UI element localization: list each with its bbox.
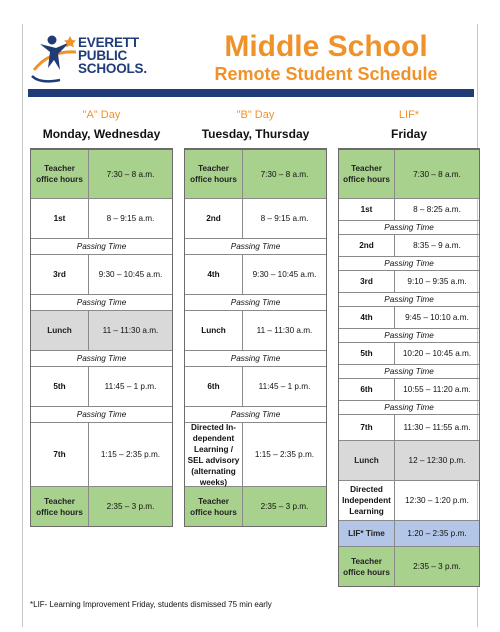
period-row xyxy=(31,198,172,238)
passing-time-row xyxy=(31,238,172,254)
period-time: 1:20 – 2:35 p.m. xyxy=(407,529,467,538)
passing-time-row xyxy=(31,406,172,422)
schedule-column-lif xyxy=(338,108,480,587)
period-time: 9:45 – 10:10 a.m. xyxy=(405,313,469,322)
period-time: 11:45 – 1 p.m. xyxy=(104,382,157,391)
period-label: Lunch xyxy=(185,311,243,350)
period-time: 2:35 – 3 p.m. xyxy=(260,502,309,511)
period-time: 9:10 – 9:35 a.m. xyxy=(407,277,467,286)
schedule-table xyxy=(30,148,173,527)
passing-time-label: Passing Time xyxy=(384,403,434,412)
period-time: 8 – 8:25 a.m. xyxy=(413,205,461,214)
period-time: 9:30 – 10:45 a.m. xyxy=(252,270,317,279)
passing-time-row xyxy=(339,220,479,234)
period-time: 2:35 – 3 p.m. xyxy=(413,562,461,571)
logo-wordmark xyxy=(78,36,147,75)
passing-time-row xyxy=(339,400,479,414)
period-time: 1:15 – 2:35 p.m. xyxy=(100,450,161,459)
period-time: 11 – 11:30 a.m. xyxy=(256,326,313,335)
header-divider xyxy=(28,89,474,97)
period-row xyxy=(31,486,172,526)
passing-time-label: Passing Time xyxy=(76,298,127,307)
page-title: Middle School xyxy=(224,30,428,63)
period-time: 10:55 – 11:20 a.m. xyxy=(403,385,471,394)
passing-time-row xyxy=(339,328,479,342)
day-type-label: "B" Day xyxy=(236,109,275,121)
passing-time-label: Passing Time xyxy=(384,331,434,340)
period-label: 7th xyxy=(31,423,89,486)
period-label: Teacher office hours xyxy=(339,150,395,198)
passing-time-row xyxy=(339,364,479,378)
period-row xyxy=(339,234,479,256)
column-header xyxy=(184,108,327,148)
column-header xyxy=(338,108,480,148)
period-label: 2nd xyxy=(185,199,243,238)
passing-time-row xyxy=(339,292,479,306)
schedule-column-b xyxy=(184,108,327,527)
period-label: Lunch xyxy=(339,441,395,480)
period-row xyxy=(339,342,479,364)
period-row xyxy=(339,546,479,586)
passing-time-label: Passing Time xyxy=(230,242,281,251)
period-row xyxy=(339,270,479,292)
passing-time-row xyxy=(185,294,326,310)
period-row xyxy=(31,422,172,486)
period-row xyxy=(31,310,172,350)
logo-line-2: PUBLIC xyxy=(78,48,128,63)
passing-time-row xyxy=(185,238,326,254)
period-row xyxy=(185,366,326,406)
period-label: Teacher office hours xyxy=(185,487,243,526)
passing-time-label: Passing Time xyxy=(384,367,434,376)
passing-time-label: Passing Time xyxy=(384,295,434,304)
day-type-label: LIF* xyxy=(398,109,420,121)
period-time: 7:30 – 8 a.m. xyxy=(413,169,461,179)
period-label: 3rd xyxy=(339,271,395,292)
period-time: 12:30 – 1:20 p.m. xyxy=(405,496,469,505)
period-time: 8 – 9:15 a.m. xyxy=(106,214,155,223)
period-time: 12 – 12:30 p.m. xyxy=(408,456,466,465)
period-time: 9:30 – 10:45 a.m. xyxy=(98,270,163,279)
schedule-table xyxy=(338,148,480,587)
period-row xyxy=(31,366,172,406)
period-row xyxy=(185,198,326,238)
period-row xyxy=(339,440,479,480)
period-row xyxy=(339,306,479,328)
period-time: 7:30 – 8 a.m. xyxy=(260,169,309,179)
day-names: Monday, Wednesday xyxy=(42,127,161,141)
passing-time-label: Passing Time xyxy=(384,223,434,232)
passing-time-row xyxy=(31,294,172,310)
star-figure-icon xyxy=(30,30,80,88)
passing-time-label: Passing Time xyxy=(76,242,127,251)
passing-time-label: Passing Time xyxy=(384,259,434,268)
period-row xyxy=(339,414,479,440)
period-label: 2nd xyxy=(339,235,395,256)
period-row xyxy=(185,150,326,198)
period-label: 1st xyxy=(31,199,89,238)
period-row xyxy=(31,150,172,198)
period-row xyxy=(339,480,479,520)
schedule-table xyxy=(184,148,327,527)
period-time: 7:30 – 8 a.m. xyxy=(106,169,155,179)
day-type-label: "A" Day xyxy=(82,109,121,121)
period-row xyxy=(339,150,479,198)
period-label: Teacher office hours xyxy=(185,150,243,198)
footnote: *LIF- Learning Improvement Friday, students dismissed 75 min early xyxy=(30,600,272,609)
district-logo xyxy=(30,30,170,88)
passing-time-row xyxy=(185,406,326,422)
period-row xyxy=(185,254,326,294)
period-time: 8 – 9:15 a.m. xyxy=(260,214,309,223)
period-label: Teacher office hours xyxy=(339,547,395,586)
period-label: 7th xyxy=(339,415,395,440)
passing-time-label: Passing Time xyxy=(76,410,127,419)
period-time: 11 – 11:30 a.m. xyxy=(102,326,159,335)
period-time: 1:15 – 2:35 p.m. xyxy=(254,450,315,459)
period-time: 8:35 – 9 a.m. xyxy=(413,241,461,250)
passing-time-row xyxy=(31,350,172,366)
period-label: Lunch xyxy=(31,311,89,350)
period-label: 4th xyxy=(185,255,243,294)
passing-time-label: Passing Time xyxy=(230,354,281,363)
period-label: 3rd xyxy=(31,255,89,294)
passing-time-label: Passing Time xyxy=(230,410,281,419)
passing-time-label: Passing Time xyxy=(230,298,281,307)
period-label: Directed Independent Learning xyxy=(339,481,395,520)
logo-line-1: EVERETT xyxy=(78,35,139,50)
period-label: 1st xyxy=(339,199,395,220)
period-row xyxy=(339,198,479,220)
period-label: 5th xyxy=(31,367,89,406)
passing-time-row xyxy=(185,350,326,366)
period-time: 11:45 – 1 p.m. xyxy=(258,382,311,391)
period-row xyxy=(185,422,326,486)
period-label: 6th xyxy=(185,367,243,406)
period-time: 10:20 – 10:45 a.m. xyxy=(402,349,472,358)
period-label: 5th xyxy=(339,343,395,364)
title-block xyxy=(178,32,474,84)
period-time: 11:30 – 11:55 a.m. xyxy=(403,423,471,432)
column-header xyxy=(30,108,173,148)
page-subtitle: Remote Student Schedule xyxy=(214,64,438,84)
period-label: Directed In-dependent Learning / SEL advisory (alternating weeks) xyxy=(185,423,243,486)
period-row xyxy=(185,310,326,350)
period-label: 4th xyxy=(339,307,395,328)
passing-time-row xyxy=(339,256,479,270)
day-names: Friday xyxy=(390,127,427,141)
passing-time-label: Passing Time xyxy=(76,354,127,363)
period-row xyxy=(339,378,479,400)
schedule-column-a xyxy=(30,108,173,527)
period-label: Teacher office hours xyxy=(31,150,89,198)
period-row xyxy=(185,486,326,526)
logo-line-3: SCHOOLS. xyxy=(78,61,147,76)
day-names: Tuesday, Thursday xyxy=(201,127,310,141)
period-time: 2:35 – 3 p.m. xyxy=(106,502,155,511)
period-label: LIF* Time xyxy=(339,521,395,546)
period-label: Teacher office hours xyxy=(31,487,89,526)
period-label: 6th xyxy=(339,379,395,400)
period-row xyxy=(31,254,172,294)
period-row xyxy=(339,520,479,546)
